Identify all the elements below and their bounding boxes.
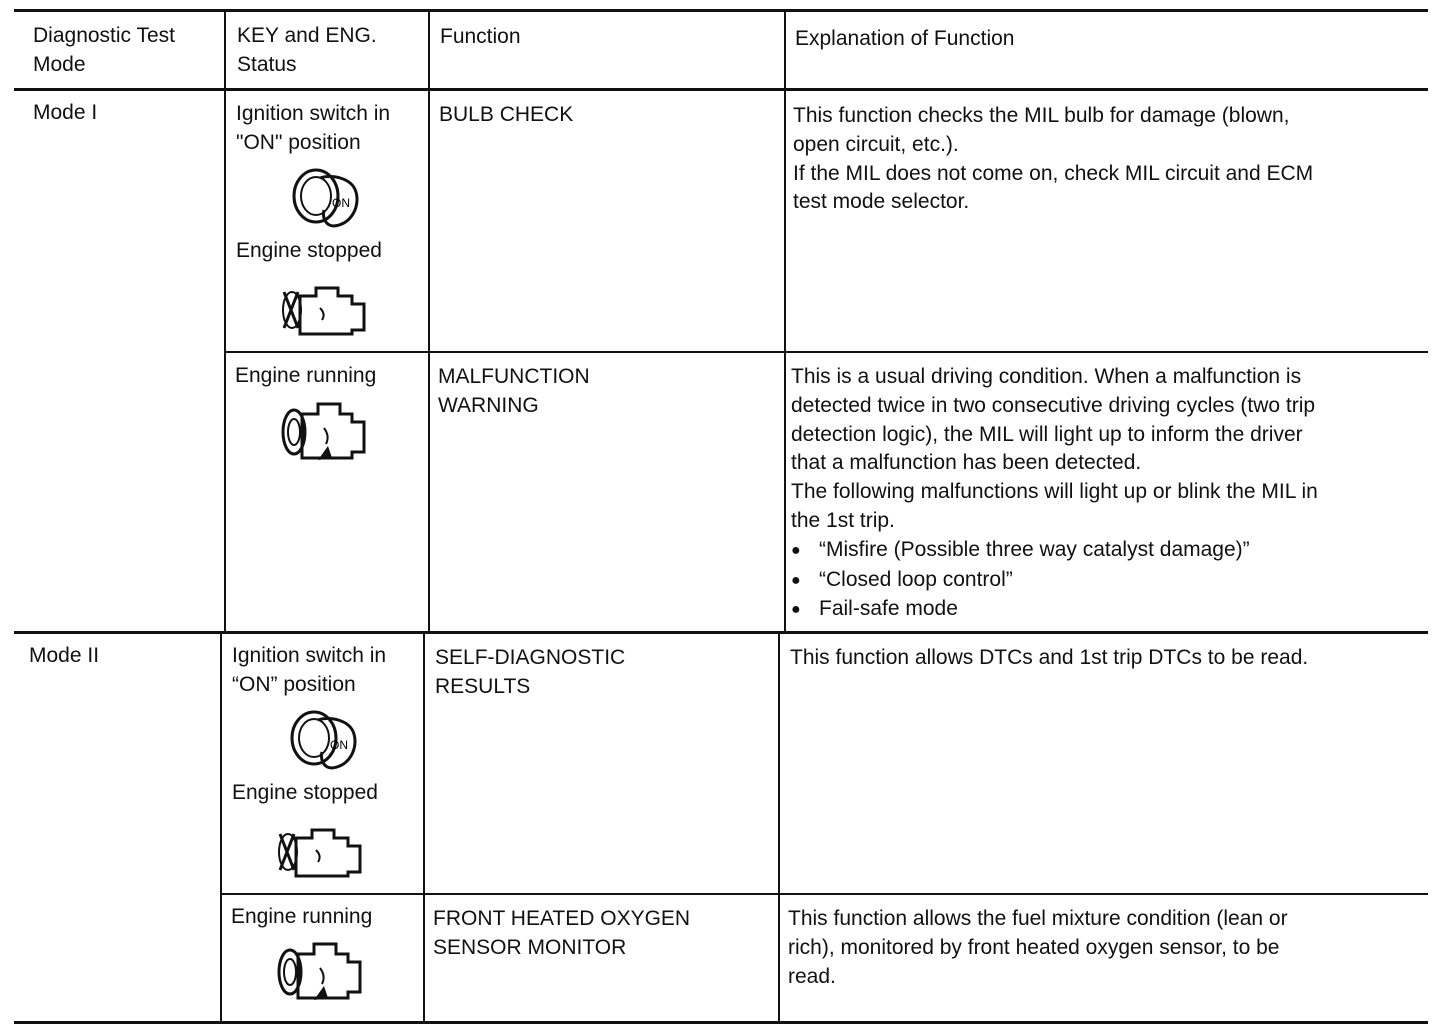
key-on-label: ON [330,738,348,752]
row1-mode: Mode I [33,101,98,124]
bullet-item: ● Fail-safe mode [791,595,1318,625]
row4-explanation: This function allows the fuel mixture condition (lean or rich), monitored by front heated oxygen sensor, to be read. [788,907,1288,988]
row3-mode: Mode II [29,644,100,667]
engine-stopped-icon [280,284,368,336]
table-bottom-rule [14,1021,1428,1024]
engine-running-icon [280,400,368,464]
table-top-rule [14,9,1428,12]
row1-status-engine: Engine stopped [236,239,382,262]
row4-status: Engine running [231,905,373,928]
row2-status: Engine running [235,364,377,387]
col-divider-3-top [784,10,786,633]
header-function: Function [440,25,521,48]
row2-explanation: This is a usual driving condition. When a malfunction is detected twice in two consecutive driving cycles (two trip detection logic), the MIL will light up to inform the driver that a malfunction has been detected. The following malfunctions will light up or blink the MIL in the 1st trip. ● “Misfire (Possible three way catalyst damage)” ● “Closed loop control” ● Fail-safe mode [791,363,1318,625]
row3-explanation: This function allows DTCs and 1st trip DTCs to be read. [790,646,1309,669]
col-divider-2-top [428,10,430,633]
row3-bottom-rule [220,893,1428,895]
bullet-item: ● “Misfire (Possible three way catalyst damage)” [791,536,1318,566]
header-bottom-rule [14,88,1428,91]
bullet-item: ● “Closed loop control” [791,566,1318,596]
row3-status-engine: Engine stopped [232,781,378,804]
row4-function: FRONT HEATED OXYGEN SENSOR MONITOR [433,907,691,959]
mode1-bottom-rule [14,631,1428,634]
engine-running-icon [276,940,364,1004]
row1-status: Ignition switch in "ON" position [236,102,391,154]
col-divider-2-bottom [423,633,425,1023]
header-key-eng-status: KEY and ENG. Status [237,24,377,76]
engine-stopped-icon [276,826,364,878]
key-on-label: ON [332,196,350,210]
row3-function: SELF-DIAGNOSTIC RESULTS [435,646,626,698]
row1-bottom-rule [224,351,1428,353]
row1-explanation: This function checks the MIL bulb for damage (blown, open circuit, etc.). If the MIL does not come on, check MIL circuit and ECM test mode selector. [793,104,1314,214]
row1-function: BULB CHECK [439,103,574,126]
ignition-key-on-icon [290,166,362,228]
header-explanation: Explanation of Function [795,27,1015,50]
row2-function: MALFUNCTION WARNING [438,365,590,417]
col-divider-1-bottom [220,633,222,1023]
row3-status: Ignition switch in “ON” position [232,644,387,696]
col-divider-3-bottom [778,633,780,1023]
ignition-key-on-icon [288,708,360,770]
header-diagnostic-test-mode: Diagnostic Test Mode [33,24,176,76]
col-divider-1-top [224,10,226,633]
